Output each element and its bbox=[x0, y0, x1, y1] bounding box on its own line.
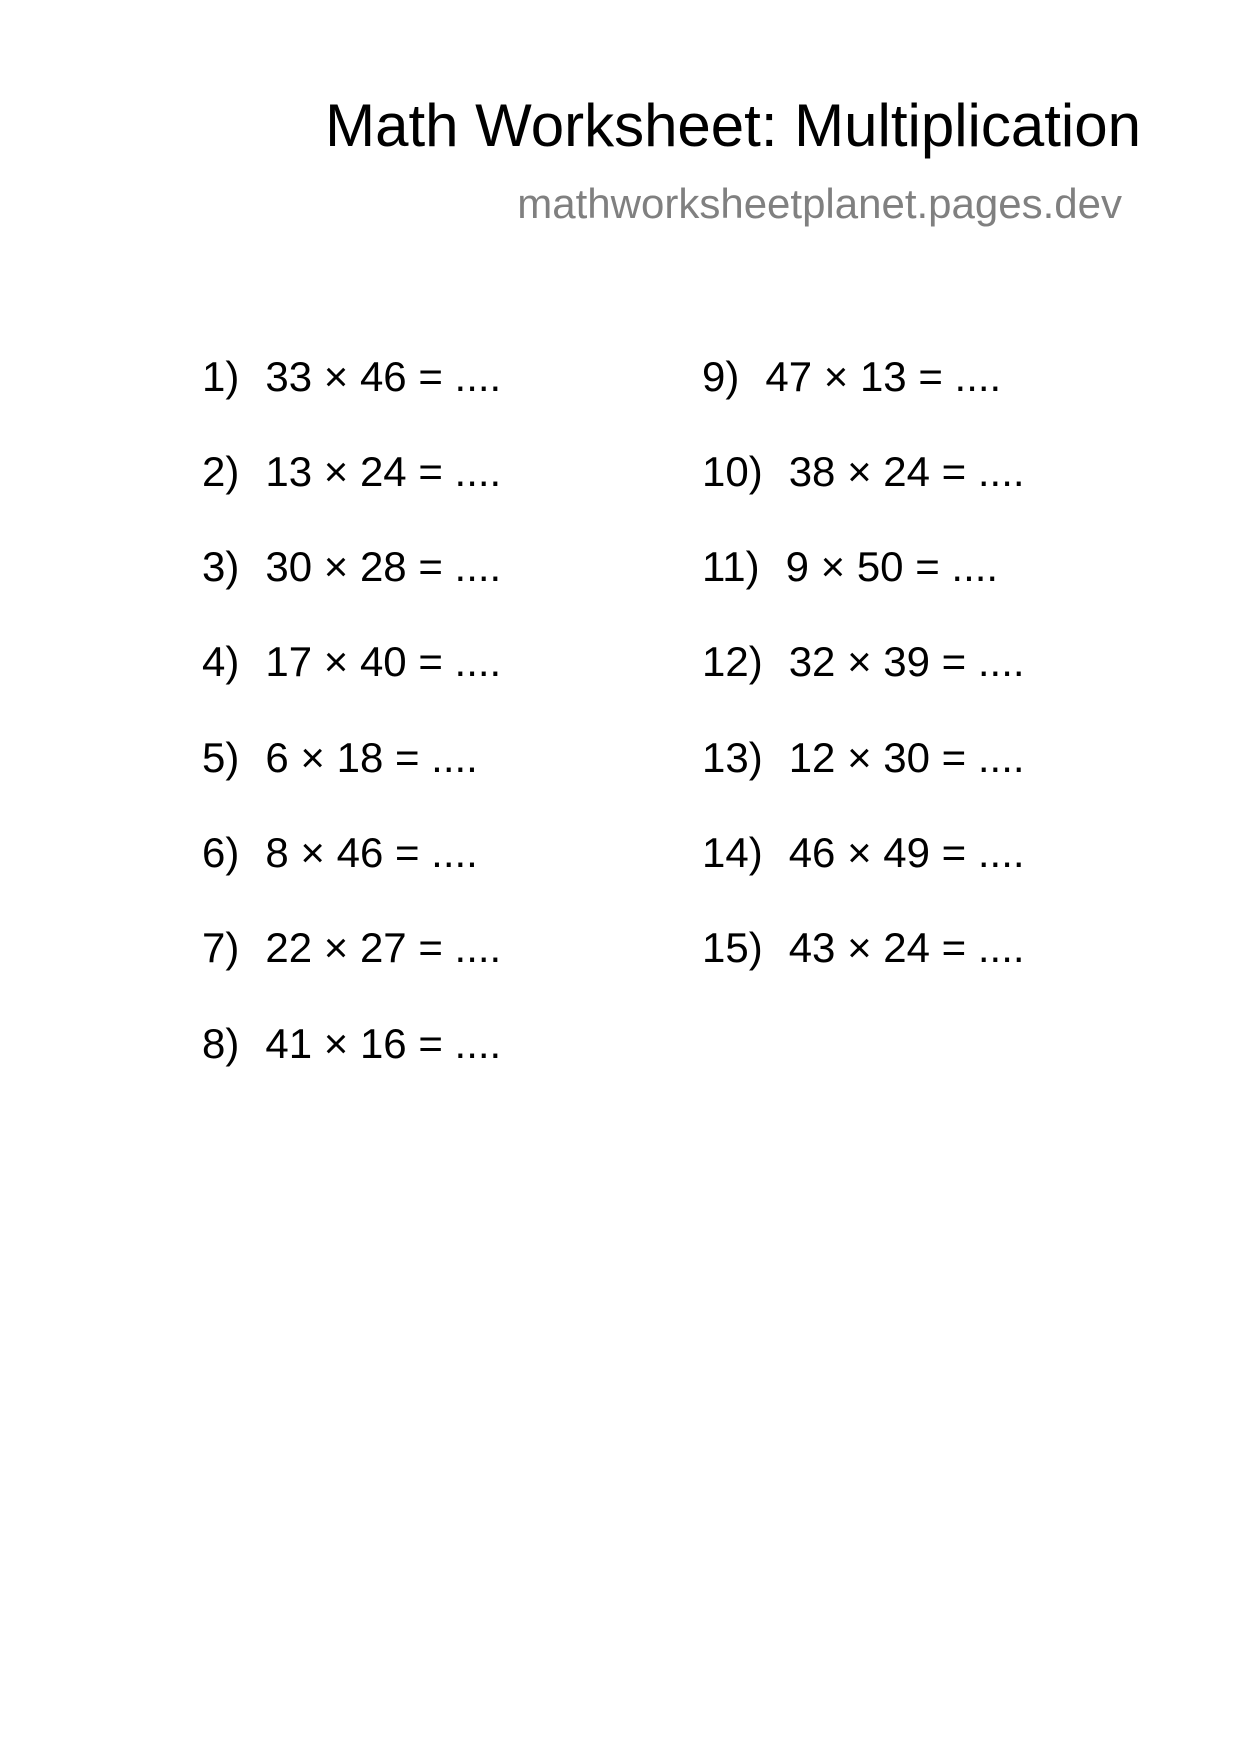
problem-item bbox=[202, 448, 502, 495]
problem-expression: 47 × 13 = .... bbox=[765, 353, 1002, 400]
problem-item bbox=[702, 924, 1025, 971]
problem-number: 14) bbox=[702, 829, 763, 876]
problem-expression: 9 × 50 = .... bbox=[785, 543, 999, 590]
problem-number: 15) bbox=[702, 924, 763, 971]
problem-expression: 22 × 27 = .... bbox=[265, 924, 502, 971]
problem-number: 1) bbox=[202, 353, 240, 400]
problem-number: 2) bbox=[202, 448, 240, 495]
problem-expression: 8 × 46 = .... bbox=[265, 829, 478, 876]
problem-number: 13) bbox=[702, 734, 763, 781]
problem-number: 12) bbox=[702, 638, 763, 685]
problem-expression: 12 × 30 = .... bbox=[788, 734, 1025, 781]
problem-item bbox=[702, 638, 1025, 685]
problem-expression: 33 × 46 = .... bbox=[265, 353, 502, 400]
problem-number: 4) bbox=[202, 638, 240, 685]
problem-number: 9) bbox=[702, 353, 740, 400]
problem-expression: 17 × 40 = .... bbox=[265, 638, 502, 685]
problem-item bbox=[202, 638, 502, 685]
problem-expression: 38 × 24 = .... bbox=[788, 448, 1025, 495]
problem-item bbox=[702, 543, 999, 590]
problem-number: 6) bbox=[202, 829, 240, 876]
problem-item bbox=[202, 1020, 502, 1067]
problem-item bbox=[202, 924, 502, 971]
problem-item bbox=[202, 543, 502, 590]
problem-item bbox=[202, 734, 478, 781]
problem-expression: 6 × 18 = .... bbox=[265, 734, 478, 781]
problem-number: 7) bbox=[202, 924, 240, 971]
problem-expression: 30 × 28 = .... bbox=[265, 543, 502, 590]
problem-item bbox=[202, 353, 502, 400]
problem-expression: 13 × 24 = .... bbox=[265, 448, 502, 495]
worksheet-title: Math Worksheet: Multiplication bbox=[325, 92, 1141, 159]
problem-expression: 46 × 49 = .... bbox=[788, 829, 1025, 876]
problem-item bbox=[202, 829, 478, 876]
problem-expression: 32 × 39 = .... bbox=[788, 638, 1025, 685]
problem-number: 10) bbox=[702, 448, 763, 495]
problem-expression: 41 × 16 = .... bbox=[265, 1020, 502, 1067]
problem-number: 11) bbox=[702, 543, 760, 590]
problem-number: 5) bbox=[202, 734, 240, 781]
problem-number: 8) bbox=[202, 1020, 240, 1067]
problem-item bbox=[702, 353, 1002, 400]
problem-item bbox=[702, 734, 1025, 781]
problem-item bbox=[702, 829, 1025, 876]
problem-item bbox=[702, 448, 1025, 495]
problem-expression: 43 × 24 = .... bbox=[788, 924, 1025, 971]
worksheet-source-url: mathworksheetplanet.pages.dev bbox=[517, 180, 1122, 227]
problem-number: 3) bbox=[202, 543, 240, 590]
